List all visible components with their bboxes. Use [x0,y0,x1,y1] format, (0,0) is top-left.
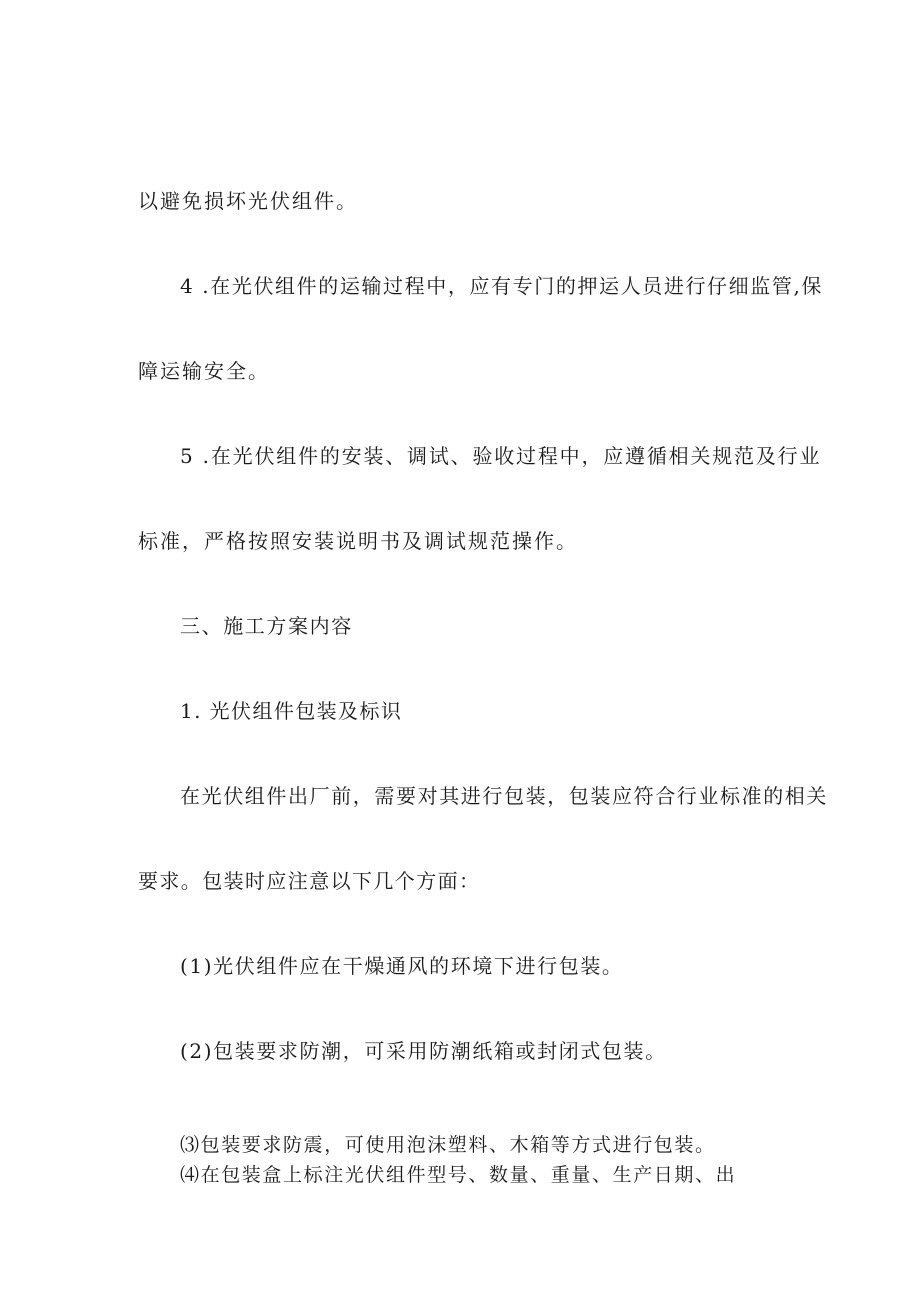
body-paragraph-line-1: 在光伏组件出厂前，需要对其进行包装，包装应符合行业标准的相关 [180,784,828,808]
requirement-item-2: (2)包装要求防潮，可采用防潮纸箱或封闭式包装。 [180,1039,667,1063]
section-heading: 三、施工方案内容 [180,614,353,638]
body-paragraph-line-2: 要求。包装时应注意以下几个方面： [138,869,481,893]
list-item-5-line-2: 标准，严格按照安装说明书及调试规范操作。 [138,529,578,553]
paragraph-continuation-line: 以避免损坏光伏组件。 [138,189,358,213]
list-item-5-line-1: 5 .在光伏组件的安装、调试、验收过程中，应遵循相关规范及行业 [180,444,822,468]
requirement-item-1: (1)光伏组件应在干燥通风的环境下进行包装。 [180,954,624,978]
requirement-item-3: ⑶包装要求防震，可使用泡沫塑料、木箱等方式进行包装。 [180,1134,716,1156]
subsection-heading: 1. 光伏组件包装及标识 [180,699,403,723]
requirement-item-4: ⑷在包装盒上标注光伏组件型号、数量、重量、生产日期、出 [180,1164,737,1186]
list-item-4-line-1: 4 .在光伏组件的运输过程中，应有专门的押运人员进行仔细监管,保 [180,274,823,298]
list-item-4-line-2: 障运输安全。 [138,359,270,383]
